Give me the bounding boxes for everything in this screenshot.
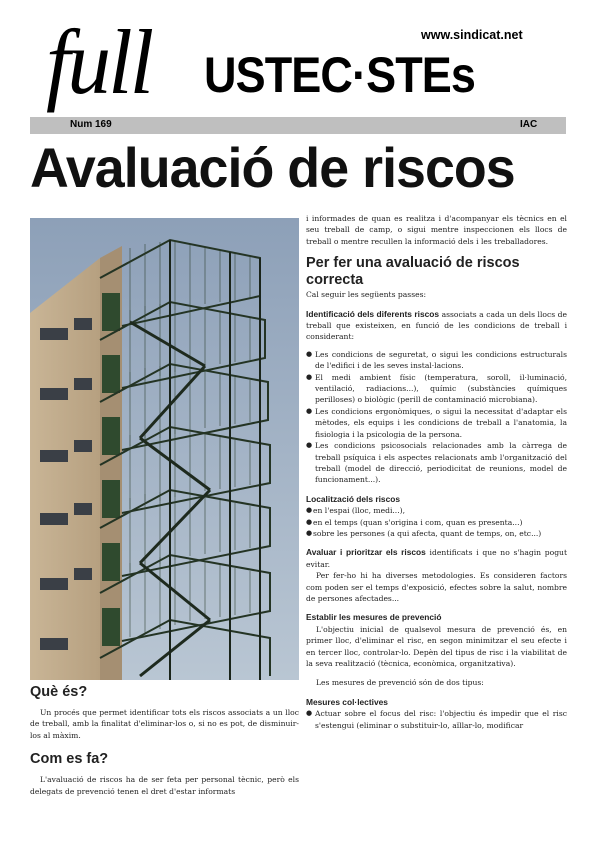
list-item: ● Les condicions de seguretat, o sigui les condicions estructurals de l'edifici i de les seves instal·lacions.	[306, 349, 567, 372]
list-item: ● en l'espai (lloc, medi...),	[306, 505, 567, 516]
prevention-types-lead: Les mesures de prevenció són de dos tipus:	[316, 678, 484, 688]
masthead-brand: USTEC·STEs	[204, 47, 476, 103]
step-prevention-text: L'objectiu inicial de qualsevol mesura de prevenció és, en primer lloc, d'eliminar el risc, en segon minimitzar el seu efecte i en tercer lloc, controlar-lo. Depèn del tipus de risc i la viabilitat de la seva realització (tècnica, econòmica, organitzativa).	[306, 624, 567, 668]
section-text-com-es-fa: L'avaluació de riscos ha de ser feta per personal tècnic, però els delegats de prevenció tenen el dret d'estar informats	[30, 775, 299, 796]
section-text-que-es: Un procés que permet identificar tots els riscos associats a un lloc de treball, amb la finalitat d'eliminar-los o, si no es pot, de disminuir-los al màxim.	[30, 708, 299, 740]
step-prioritize-title: Avaluar i prioritzar els riscos	[306, 547, 426, 558]
step-prevention	[306, 612, 567, 623]
section-heading-avaluacio-correcta: Per fer una avaluació de riscos correcta	[306, 255, 520, 289]
list-item: ● en el temps (quan s'origina i com, quan es presenta...)	[306, 517, 567, 528]
step-prioritize-methods: Per fer-ho hi ha diverses metodologies. Es consideren factors com poden ser el temps d'exposició, efectes sobre la salut, nombre de persones afectades...	[306, 571, 567, 603]
section-heading-que-es: Què és?	[30, 684, 88, 700]
list-item: ● Les condicions psicosocials relacionades amb la càrrega de treball psíquica i els aspectes relacionats amb l'organització del treball (model de direcció, periodicitat de reunions, model de funcionament...).	[306, 440, 567, 486]
list-item: ● El medi ambient físic (temperatura, soroll, il·luminació, ventilació, radiacions...), químic (substàncies químiques perilloses) o biològic (perill de contaminació microbiana).	[306, 372, 567, 406]
masthead-full-logo: full	[46, 11, 152, 113]
page-title: Avaluació de riscos	[30, 136, 515, 199]
collective-measures	[306, 697, 567, 708]
steps-lead: Cal seguir les següents passes:	[306, 290, 427, 300]
step-prevention-title: Establir les mesures de prevenció	[306, 612, 442, 623]
step-prioritize	[306, 547, 567, 570]
building-fire-escape-photo	[30, 218, 299, 680]
step-localization	[306, 494, 567, 505]
left-column	[30, 684, 299, 797]
list-item: ● Les condicions ergonòmiques, o sigui la necessitat d'adaptar els mètodes, els equips i les condicions de treball a l'anatomia, la fisiologia i la psicologia de la persona.	[306, 406, 567, 440]
step-identification-title: Identificació dels diferents riscos	[306, 308, 440, 319]
collective-measures-title: Mesures col·lectives	[306, 696, 388, 707]
section-heading-com-es-fa: Com es fa?	[30, 751, 109, 768]
step-identification-text: associats a cada un dels llocs de treball que existeixen, en funció de les condicions de treball i considerant:	[306, 309, 567, 342]
right-column	[306, 213, 567, 731]
step-identification	[306, 309, 567, 343]
list-item: ● Actuar sobre el focus del risc: l'objectiu és impedir que el risc s'estengui (eliminar o substituir-lo, aïllar-lo, modificar	[306, 708, 567, 731]
localization-list	[306, 505, 567, 539]
issue-number: Num 169	[70, 119, 112, 130]
step-localization-title: Localització dels riscos	[306, 493, 401, 504]
list-item: ● sobre les persones (a qui afecta, quant de temps, on, etc...)	[306, 528, 567, 539]
conditions-list	[306, 349, 567, 486]
website-url[interactable]: www.sindicat.net	[421, 28, 523, 42]
step-prioritize-text: identificats i que no s'hagin pogut evitar.	[306, 548, 567, 569]
issue-tag: IAC	[520, 119, 538, 130]
collective-list	[306, 708, 567, 731]
intro-paragraph: i informades de quan es realitza i d'acompanyar els tècnics en el seu treball de camp, o sigui mentre inspeccionen els llocs de treball o mentre recullen la informació dels i les treballadores.	[306, 214, 567, 246]
